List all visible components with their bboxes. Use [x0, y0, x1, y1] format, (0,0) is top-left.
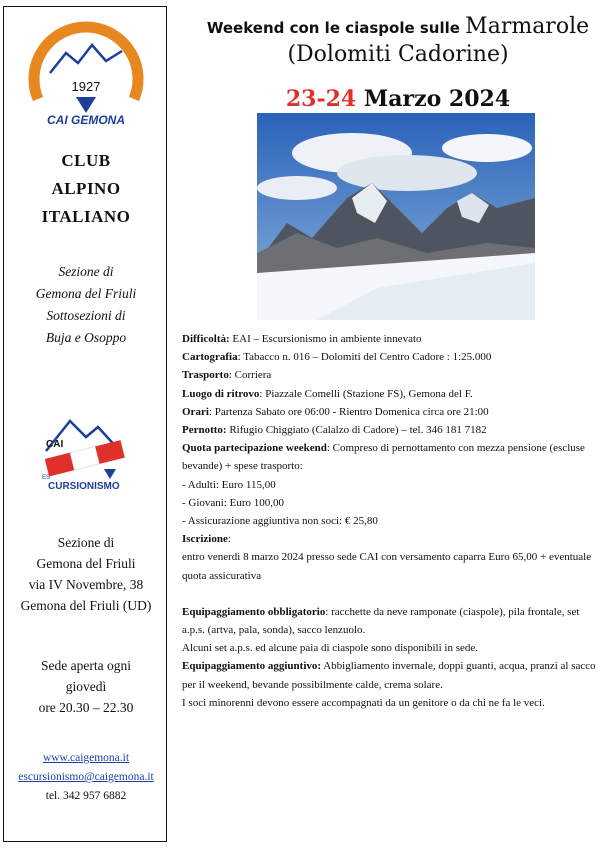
- escurs-es: ES: [42, 475, 51, 481]
- opening-hours: Sede aperta ogni giovedì ore 20.30 – 22.30: [38, 658, 134, 715]
- event-date-days: 23-24: [285, 86, 357, 112]
- event-date: [185, 86, 611, 112]
- minorenni-line: I soci minorenni devono essere accompagnati da un genitore o da chi ne fa le veci.: [182, 696, 545, 709]
- website-link[interactable]: www.caigemona.it: [42, 752, 130, 764]
- ritrovo-line: Luogo di ritrovo: Piazzale Comelli (Stazione FS), Gemona del F.: [182, 387, 473, 400]
- adulti-line: - Adulti: Euro 115,00: [182, 478, 276, 491]
- contacts: [4, 749, 168, 806]
- event-date-month: Marzo 2024: [356, 86, 511, 112]
- equip-agg-line: Equipaggiamento aggiuntivo: Abbigliamento invernale, doppi guanti, acqua, pranzi al sacco per il weekend, bevande possibilmente calde, crema solare.: [182, 660, 596, 691]
- escurs-cai: CAI: [46, 439, 64, 450]
- logo-year: 1927: [71, 79, 101, 94]
- alcuni-line: Alcuni set a.p.s. ed alcune paia di ciaspole sono disponibili in sede.: [182, 642, 479, 655]
- club-name: CLUB ALPINO ITALIANO: [41, 151, 131, 226]
- cai-gemona-logo: [26, 21, 146, 131]
- event-title: Weekend con le ciaspole sulle Marmarole: [206, 14, 590, 39]
- quota-line: Quota partecipazione weekend: Compreso di pernottamento con mezza pensione (escluse bevande) + spese trasporto:: [182, 442, 585, 473]
- equip-obb-line: Equipaggiamento obbligatorio: racchette da neve ramponate (ciaspole), pila frontale, set a.p.s. (artva, pala, sonda), sacco lenzuolo.: [182, 605, 580, 637]
- address: Sezione di Gemona del Friuli via IV Novembre, 38 Gemona del Friuli (UD): [20, 535, 152, 613]
- escurs-text: CURSIONISMO: [48, 481, 120, 492]
- mountain-photo: [257, 113, 535, 320]
- sezione-info: Sezione di Gemona del Friuli Sottosezioni di Buja e Osoppo: [35, 264, 137, 345]
- trasporto-line: Trasporto: Corriera: [182, 369, 272, 382]
- orari-line: Orari: Partenza Sabato ore 06:00 - Rientro Domenica circa ore 21:00: [182, 405, 489, 418]
- sidebar: [3, 6, 167, 842]
- assicurazione-line: - Assicurazione aggiuntiva non soci: € 25,80: [182, 515, 378, 528]
- difficolta-line: Difficoltà: EAI – Escursionismo in ambiente innevato: [182, 333, 422, 345]
- cartografia-line: Cartografia: Tabacco n. 016 – Dolomiti del Centro Cadore : 1:25.000: [182, 351, 492, 364]
- logo-name: CAI GEMONA: [47, 113, 125, 127]
- cai-escursionismo-logo: [32, 407, 140, 501]
- giovani-line: - Giovani: Euro 100,00: [182, 496, 285, 509]
- iscrizione-text: entro venerdì 8 marzo 2024 presso sede CAI con versamento caparra Euro 65,00 + eventuale quota assicurativa: [182, 551, 592, 582]
- event-info: [182, 330, 602, 712]
- event-subtitle: (Dolomiti Cadorine): [287, 42, 509, 67]
- iscrizione-label: Iscrizione:: [182, 533, 231, 546]
- email-link[interactable]: escursionismo@caigemona.it: [18, 771, 154, 783]
- pernotto-line: Pernotto: Rifugio Chiggiato (Calalzo di Cadore) – tel. 346 181 7182: [182, 424, 487, 437]
- phone-number: tel. 342 957 6882: [45, 790, 127, 802]
